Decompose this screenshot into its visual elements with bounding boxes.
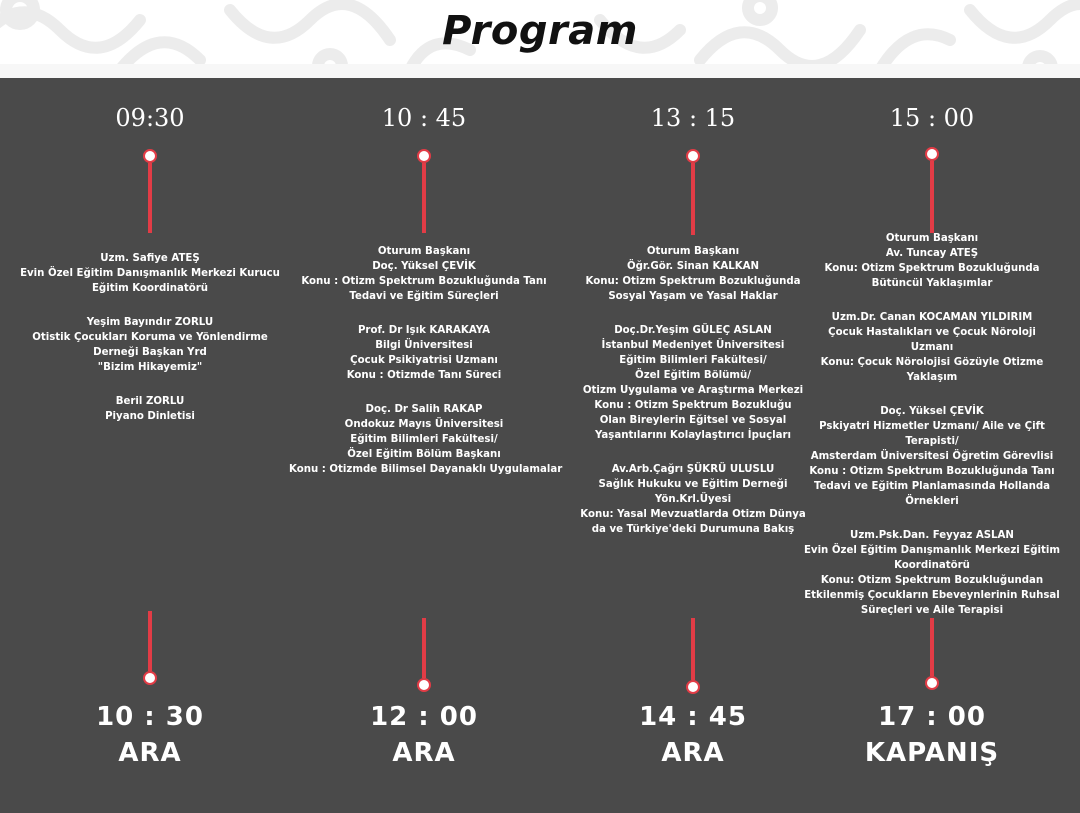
session-start-time: 13 : 15 bbox=[650, 104, 736, 132]
pin-line bbox=[930, 618, 934, 676]
pin-line bbox=[691, 163, 695, 235]
session-start-time: 09:30 bbox=[115, 104, 185, 132]
timeline-pin-top bbox=[417, 149, 431, 233]
speaker-text-line: Ondokuz Mayıs Üniversitesi bbox=[344, 419, 504, 430]
speaker-text-line: Örnekleri bbox=[905, 496, 959, 507]
session-column bbox=[289, 244, 563, 496]
session-end-time: 12 : 00 bbox=[370, 702, 478, 732]
session-start-time: 10 : 45 bbox=[381, 104, 467, 132]
speaker-text-line: Konu: Otizm Spektrum Bozukluğunda bbox=[585, 276, 801, 287]
speaker-text-line: Eğitim Koordinatörü bbox=[91, 283, 209, 294]
speaker-block bbox=[15, 315, 285, 375]
speaker-text-line: Öğr.Gör. Sinan KALKAN bbox=[626, 261, 760, 272]
pin-dot-icon bbox=[143, 149, 157, 163]
session-end-time: 14 : 45 bbox=[639, 702, 747, 732]
session-end-label: ARA bbox=[392, 738, 456, 768]
pin-line bbox=[930, 161, 934, 233]
speaker-text-line: İstanbul Medeniyet Üniversitesi bbox=[601, 340, 785, 351]
speaker-text-line: Konu : Otizmde Tanı Süreci bbox=[346, 370, 502, 381]
speaker-text-line: Uzm.Dr. Canan KOCAMAN YILDIRIM bbox=[831, 312, 1033, 323]
speaker-text-line: Amsterdam Üniversitesi Öğretim Görevlisi bbox=[810, 451, 1054, 462]
speaker-text-line: Uzmanı bbox=[910, 342, 954, 353]
speaker-text-line: Konu: Yasal Mevzuatlarda Otizm Dünya bbox=[580, 509, 806, 520]
timeline-pin-bottom bbox=[143, 611, 157, 685]
speaker-text-line: Beril ZORLU bbox=[115, 396, 185, 407]
timeline-pin-bottom bbox=[417, 618, 431, 692]
speaker-block bbox=[15, 251, 285, 296]
speaker-text-line: Özel Eğitim Bölüm Başkanı bbox=[347, 449, 501, 460]
timeline-pin-top bbox=[143, 149, 157, 233]
pin-dot-icon bbox=[143, 671, 157, 685]
pin-dot-icon bbox=[686, 149, 700, 163]
speaker-text-line: Bilgi Üniversitesi bbox=[375, 340, 473, 351]
speaker-block bbox=[558, 323, 828, 443]
pin-dot-icon bbox=[925, 676, 939, 690]
speaker-text-line: Doç.Dr.Yeşim GÜLEÇ ASLAN bbox=[614, 325, 772, 336]
speaker-text-line: Doç. Dr Salih RAKAP bbox=[365, 404, 483, 415]
session-end-time: 17 : 00 bbox=[878, 702, 986, 732]
pin-line bbox=[691, 618, 695, 680]
speaker-text-line: Konu: Otizm Spektrum Bozukluğunda bbox=[824, 263, 1040, 274]
speaker-block bbox=[558, 244, 828, 304]
page-title: Program bbox=[442, 8, 638, 54]
pin-dot-icon bbox=[686, 680, 700, 694]
speaker-text-line: Olan Bireylerin Eğitsel ve Sosyal bbox=[599, 415, 787, 426]
pin-dot-icon bbox=[417, 149, 431, 163]
speaker-text-line: Konu: Otizm Spektrum Bozukluğundan bbox=[820, 575, 1044, 586]
speaker-text-line: Çocuk Psikiyatrisi Uzmanı bbox=[350, 355, 498, 366]
speaker-text-line: Özel Eğitim Bölümü/ bbox=[635, 370, 751, 381]
speaker-block bbox=[797, 231, 1067, 291]
speaker-text-line: Oturum Başkanı bbox=[885, 233, 979, 244]
speaker-text-line: Av.Arb.Çağrı ŞÜKRÜ ULUSLU bbox=[611, 464, 775, 475]
pin-line bbox=[422, 163, 426, 233]
speaker-text-line: Konu : Otizmde Bilimsel Dayanaklı Uygulamalar bbox=[289, 464, 563, 475]
speaker-block bbox=[289, 244, 559, 304]
session-start-time: 15 : 00 bbox=[889, 104, 975, 132]
speaker-text-line: Prof. Dr Işık KARAKAYA bbox=[357, 325, 491, 336]
speaker-block bbox=[289, 323, 559, 383]
speaker-text-line: Uzm.Psk.Dan. Feyyaz ASLAN bbox=[850, 530, 1014, 541]
session-end-label: ARA bbox=[118, 738, 182, 768]
speaker-text-line: Konu : Otizm Spektrum Bozukluğunda Tanı bbox=[301, 276, 547, 287]
timeline-pin-top bbox=[925, 147, 939, 233]
session-column bbox=[558, 244, 828, 556]
speaker-text-line: Evin Özel Eğitim Danışmanlık Merkezi Kurucu bbox=[20, 268, 280, 279]
speaker-text-line: Terapisti/ bbox=[905, 436, 959, 447]
speaker-text-line: Oturum Başkanı bbox=[377, 246, 471, 257]
session-end-label: ARA bbox=[661, 738, 725, 768]
speaker-text-line: Yeşim Bayındır ZORLU bbox=[86, 317, 214, 328]
speaker-block bbox=[797, 528, 1067, 618]
session-column bbox=[797, 231, 1067, 637]
header bbox=[0, 0, 1080, 78]
speaker-text-line: Konu: Çocuk Nörolojisi Gözüyle Otizme bbox=[820, 357, 1044, 368]
pin-line bbox=[148, 611, 152, 671]
speaker-text-line: Av. Tuncay ATEŞ bbox=[885, 248, 979, 259]
speaker-text-line: Eğitim Bilimleri Fakültesi/ bbox=[350, 434, 498, 445]
speaker-text-line: Uzm. Safiye ATEŞ bbox=[100, 253, 200, 264]
speaker-text-line: Tedavi ve Eğitim Planlamasında Hollanda bbox=[814, 481, 1050, 492]
speaker-text-line: Doç. Yüksel ÇEVİK bbox=[880, 406, 984, 417]
speaker-text-line: Yön.Krl.Üyesi bbox=[654, 494, 732, 505]
speaker-text-line: Konu : Otizm Spektrum Bozukluğunda Tanı bbox=[809, 466, 1055, 477]
speaker-text-line: Doç. Yüksel ÇEVİK bbox=[372, 261, 476, 272]
session-end-label: KAPANIŞ bbox=[864, 738, 1000, 768]
pin-dot-icon bbox=[417, 678, 431, 692]
speaker-text-line: "Bizim Hikayemiz" bbox=[97, 362, 203, 373]
session-column bbox=[15, 251, 285, 443]
speaker-text-line: Çocuk Hastalıkları ve Çocuk Nöroloji bbox=[828, 327, 1036, 338]
speaker-text-line: Yaklaşım bbox=[906, 372, 958, 383]
pin-line bbox=[148, 163, 152, 233]
pin-line bbox=[422, 618, 426, 678]
speaker-text-line: Oturum Başkanı bbox=[646, 246, 740, 257]
speaker-block bbox=[15, 394, 285, 424]
timeline-pin-bottom bbox=[686, 618, 700, 694]
speaker-text-line: Otizm Uygulama ve Araştırma Merkezi bbox=[582, 385, 804, 396]
speaker-text-line: Sosyal Yaşam ve Yasal Haklar bbox=[608, 291, 778, 302]
speaker-text-line: Tedavi ve Eğitim Süreçleri bbox=[349, 291, 499, 302]
speaker-text-line: da ve Türkiye'deki Durumuna Bakış bbox=[591, 524, 795, 535]
speaker-text-line: Evin Özel Eğitim Danışmanlık Merkezi Eğitim bbox=[803, 545, 1061, 556]
timeline-pin-top bbox=[686, 149, 700, 235]
session-end-time: 10 : 30 bbox=[96, 702, 204, 732]
speaker-text-line: Sağlık Hukuku ve Eğitim Derneği bbox=[598, 479, 788, 490]
speaker-block bbox=[289, 402, 563, 477]
speaker-text-line: Etkilenmiş Çocukların Ebeveynlerinin Ruhsal bbox=[804, 590, 1060, 601]
speaker-text-line: Koordinatörü bbox=[894, 560, 970, 571]
speaker-text-line: Otistik Çocukları Koruma ve Yönlendirme bbox=[32, 332, 268, 343]
timeline-pin-bottom bbox=[925, 618, 939, 690]
speaker-text-line: Süreçleri ve Aile Terapisi bbox=[860, 605, 1004, 616]
speaker-text-line: Eğitim Bilimleri Fakültesi/ bbox=[619, 355, 767, 366]
speaker-block bbox=[797, 310, 1067, 385]
speaker-text-line: Piyano Dinletisi bbox=[105, 411, 195, 422]
speaker-text-line: Yaşantılarını Kolaylaştırıcı İpuçları bbox=[594, 430, 792, 441]
speaker-text-line: Pskiyatri Hizmetler Uzmanı/ Aile ve Çift bbox=[819, 421, 1045, 432]
speaker-block bbox=[558, 462, 828, 537]
pin-dot-icon bbox=[925, 147, 939, 161]
speaker-text-line: Bütüncül Yaklaşımlar bbox=[871, 278, 993, 289]
speaker-text-line: Konu : Otizm Spektrum Bozukluğu bbox=[594, 400, 792, 411]
speaker-text-line: Derneği Başkan Yrd bbox=[93, 347, 207, 358]
header-strip bbox=[0, 64, 1080, 78]
speaker-block bbox=[797, 404, 1067, 509]
